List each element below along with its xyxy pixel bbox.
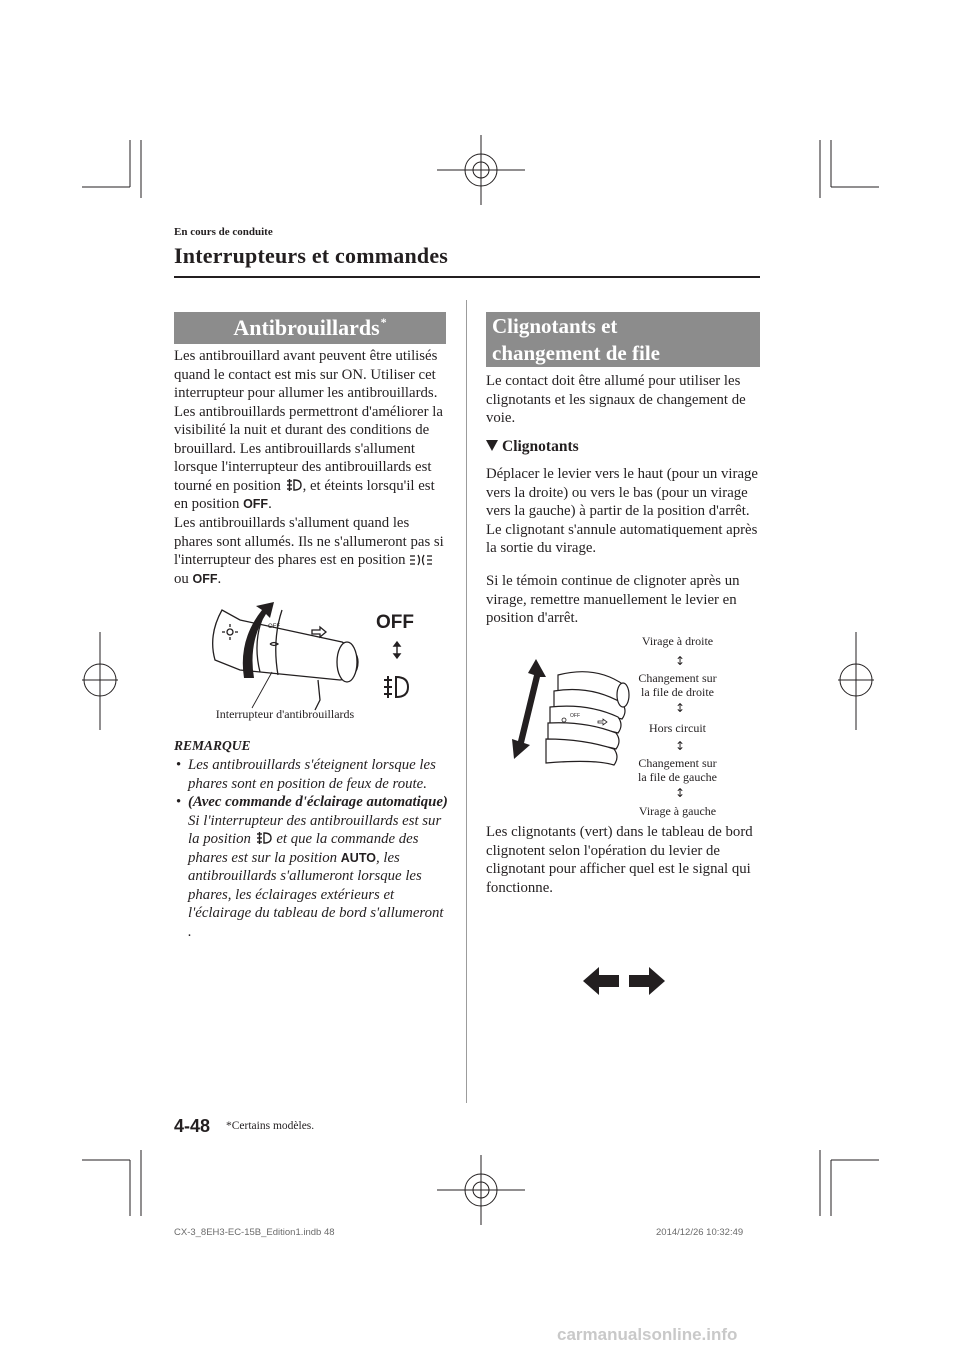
auto-light-icon: AUTO: [340, 850, 376, 865]
arrow-left-icon: [583, 967, 619, 995]
column-divider: [466, 300, 467, 1103]
note-item-1: • Les antibrouillards s'éteignent lorsque les phares sont en position de feux de route.: [176, 757, 436, 792]
triangle-bullet-icon: [486, 440, 498, 451]
label-lane-change-right: Changement sur la file de droite: [638, 671, 717, 699]
label-right-turn: Virage à droite: [641, 634, 714, 648]
svg-text:OFF: OFF: [570, 713, 580, 719]
optional-asterisk: *: [380, 315, 387, 329]
page-number: 4-48: [174, 1116, 211, 1136]
turn-sub-heading: Clignotants: [486, 438, 579, 456]
tick-3: ↕: [675, 739, 686, 753]
chapter-rule: [174, 276, 760, 278]
note-list: [174, 756, 450, 941]
print-timestamp: 2014/12/26 10:32:49: [656, 1227, 744, 1238]
label-off-position: Hors circuit: [649, 721, 706, 735]
note-title: REMARQUE: [174, 738, 251, 753]
footnote: *Certains modèles.: [226, 1120, 315, 1132]
parking-light-icon: [410, 554, 432, 566]
section-label: En cours de conduite: [174, 226, 273, 238]
watermark: carmanualsonline.info: [557, 1325, 738, 1344]
fog-paragraph-2: Les antibrouillards s'allument quand les phares sont allumés. Ils ne s'allumeront pas si l'interrupteur des phares est en position ou OFF.: [174, 515, 444, 587]
fog-light-icon-large: [384, 676, 408, 698]
turn-intro: Le contact doit être allumé pour utiliser les clignotants et les signaux de changement de voie.: [486, 373, 746, 426]
svg-text:OFF: OFF: [268, 624, 280, 630]
turn-paragraph-1: Déplacer le levier vers le haut (pour un virage vers la droite) ou vers le bas (pour un virage vers la gauche) à partir de la position d'arrêt. Le clignotant s'annule automatiquement après la sortie du virage.: [486, 466, 758, 556]
turn-signals-title-banner: [486, 312, 760, 367]
label-left-turn: Virage à gauche: [638, 804, 717, 818]
tick-1: ↕: [675, 654, 686, 668]
chapter-title: Interrupteurs et commandes: [174, 243, 449, 268]
diagram-off-label: OFF: [376, 612, 414, 633]
tick-4: ↕: [675, 786, 686, 800]
arrow-right-icon: [629, 967, 665, 995]
note-item-2: • (Avec commande d'éclairage automatique) Si l'interrupteur des antibrouillards est sur la position et que la commande des phares est sur la position AUTO, les antibrouillards s'allumeront lorsque les phares, les éclairages extérieurs et l'éclairage du tableau de bord s'allumeront .: [176, 794, 448, 940]
fog-light-icon: [256, 831, 272, 845]
print-file-name: CX-3_8EH3-EC-15B_Edition1.indb 48: [174, 1227, 335, 1238]
fog-lights-title: Antibrouillards: [233, 315, 380, 340]
turn-paragraph-3: Les clignotants (vert) dans le tableau de bord clignotent selon l'opération du levier de clignotant pour afficher quel est le signal qui fonctionne.: [486, 824, 753, 896]
label-lane-change-left: Changement sur la file de gauche: [638, 756, 717, 784]
turn-indicator-icons: [583, 964, 665, 998]
fog-light-icon: [286, 478, 302, 492]
turn-signals-title-line2: changement de file: [492, 341, 660, 365]
turn-paragraph-2: Si le témoin continue de clignoter après un virage, remettre manuellement le levier en position d'arrêt.: [486, 573, 740, 626]
tick-2: ↕: [675, 701, 686, 715]
fog-switch-caption: Interrupteur d'antibrouillards: [215, 707, 355, 721]
fog-lights-title-banner: [174, 312, 446, 344]
fog-paragraph-1: Les antibrouillard avant peuvent être utilisés quand le contact est mis sur ON. Utiliser cet interrupteur pour allumer les antibrouillards. Les antibrouillards permettront d'améliorer la visibilité la nuit et durant des conditions de brouillard. Les antibrouillards s'allument lorsque l'interrupteur des antibrouillards est tourné en position , et éteints lorsqu'il est en position OFF.: [174, 348, 443, 512]
turn-signals-title-line1: Clignotants et: [492, 314, 618, 338]
